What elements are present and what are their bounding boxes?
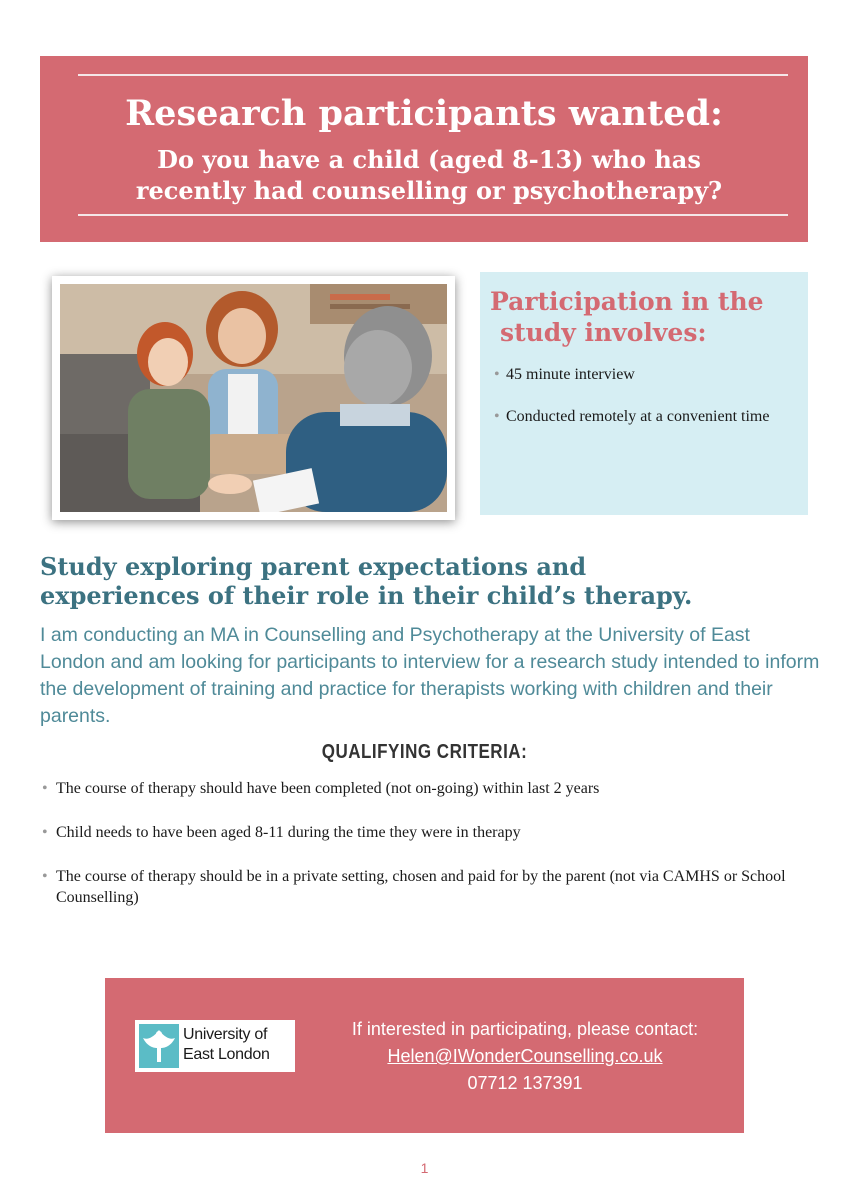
phone-number: 07712 137391	[467, 1073, 583, 1093]
list-item: • The course of therapy should have been completed (not on-going) within last 2 years	[42, 778, 812, 799]
study-title-line-2: experiences of their role in their child’s therapy.	[40, 581, 693, 610]
criteria-list	[42, 778, 812, 931]
header-banner	[40, 56, 808, 242]
email-link[interactable]: Helen@IWonderCounselling.co.uk	[387, 1046, 663, 1066]
study-intro: I am conducting an MA in Counselling and Psychotherapy at the University of East London and am looking for participants to interview for a research study intended to inform the development of training and practice for therapists working with children and their parents.	[40, 624, 820, 727]
university-logo	[135, 1020, 295, 1072]
header-rule-bottom	[78, 214, 788, 216]
participation-title-line-2: study involves:	[500, 318, 707, 347]
criteria-heading: QUALIFYING CRITERIA:	[321, 740, 528, 763]
subtitle-line-2: recently had counselling or psychotherapy?	[135, 176, 723, 205]
participation-box	[480, 272, 808, 515]
list-item: • The course of therapy should be in a private setting, chosen and paid for by the parent (not via CAMHS or School Counselling)	[42, 866, 812, 908]
participation-list	[494, 364, 794, 448]
subtitle-line-1: Do you have a child (aged 8-13) who has	[157, 145, 701, 174]
page-number: 1	[420, 1160, 429, 1176]
page-subtitle	[70, 144, 788, 206]
study-title-line-1: Study exploring parent expectations and	[40, 552, 587, 581]
logo-line-2: East London	[183, 1046, 270, 1063]
participation-title	[490, 286, 802, 348]
participation-title-line-1: Participation in the	[490, 287, 764, 316]
contact-footer	[105, 978, 744, 1133]
list-item: • Conducted remotely at a convenient time	[494, 406, 794, 427]
study-title	[40, 552, 830, 610]
photo-frame	[52, 276, 455, 520]
therapy-photo	[60, 284, 447, 512]
list-item: • Child needs to have been aged 8-11 during the time they were in therapy	[42, 822, 812, 843]
phoenix-icon	[139, 1024, 179, 1068]
list-item: • 45 minute interview	[494, 364, 794, 385]
logo-line-1: University of	[183, 1026, 268, 1043]
contact-block	[305, 1016, 745, 1097]
page-title: Research participants wanted:	[125, 93, 723, 134]
header-rule-top	[78, 74, 788, 76]
contact-label: If interested in participating, please contact:	[351, 1019, 699, 1039]
